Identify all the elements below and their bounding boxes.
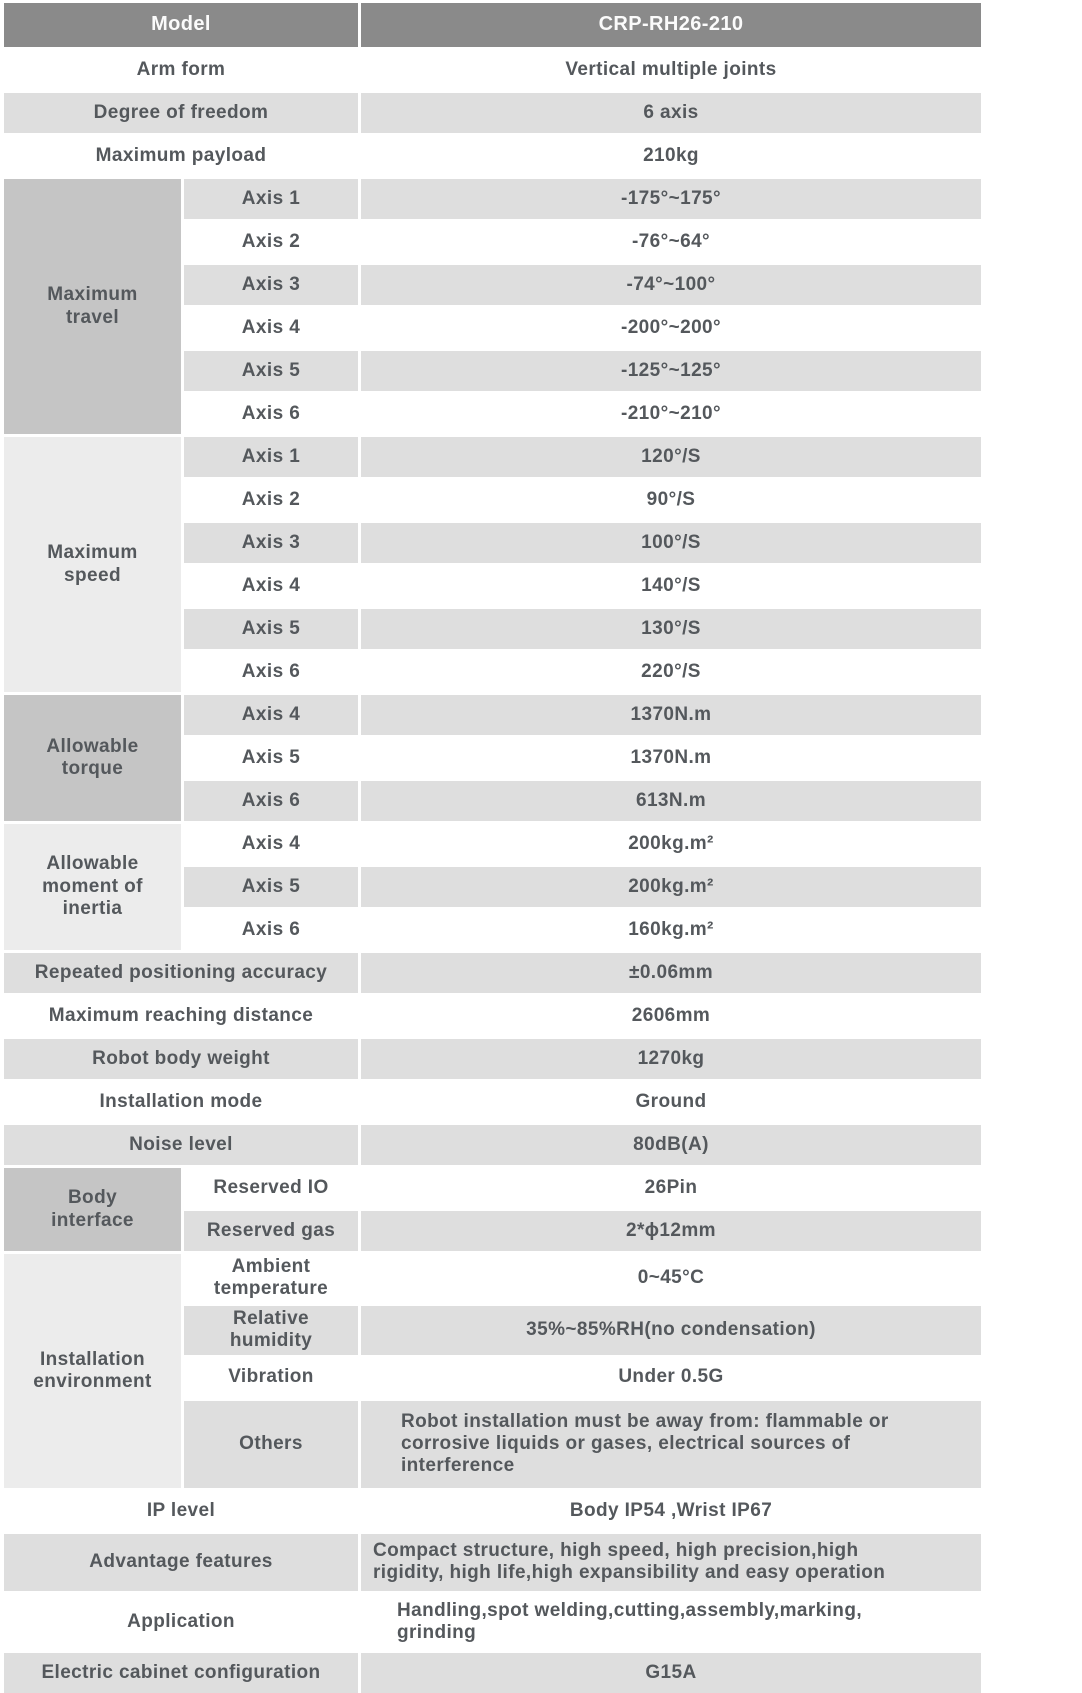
model-header-label: Model — [4, 3, 358, 47]
vibration-label: Vibration — [228, 1366, 314, 1388]
speed-axis4-label: Axis 4 — [241, 574, 301, 596]
group-label-maximum-speed: Maximum speed — [4, 437, 181, 692]
relative-humidity-label: Relative humidity — [184, 1306, 358, 1355]
inertia-axis5-value: 200kg.m² — [361, 867, 981, 907]
value-electric-cabinet-configuration: G15A — [361, 1653, 981, 1693]
speed-axis6-value: 220°/S — [641, 660, 701, 682]
label-robot-body-weight: Robot body weight — [4, 1039, 358, 1079]
travel-axis2-label: Axis 2 — [241, 230, 301, 252]
label-application: Application — [127, 1610, 235, 1632]
spec-table — [4, 3, 981, 1693]
group-label-allowable-inertia: Allowable moment of inertia — [4, 824, 181, 950]
value-robot-body-weight: 1270kg — [361, 1039, 981, 1079]
ambient-temperature-label: Ambient temperature — [213, 1256, 329, 1300]
speed-axis3-value: 100°/S — [361, 523, 981, 563]
group-label-installation-environment: Installation environment — [4, 1254, 181, 1488]
label-electric-cabinet-configuration: Electric cabinet configuration — [4, 1653, 358, 1693]
label-installation-mode: Installation mode — [99, 1090, 263, 1112]
reserved-gas-value: 2*ϕ12mm — [361, 1211, 981, 1251]
speed-axis3-label: Axis 3 — [184, 523, 358, 563]
value-maximum-payload: 210kg — [643, 144, 699, 166]
reserved-gas-label: Reserved gas — [184, 1211, 358, 1251]
group-label-body-interface: Body interface — [4, 1168, 181, 1251]
torque-axis5-value: 1370N.m — [630, 746, 712, 768]
speed-axis5-value: 130°/S — [361, 609, 981, 649]
label-maximum-payload: Maximum payload — [95, 144, 267, 166]
torque-axis4-label: Axis 4 — [184, 695, 358, 735]
travel-axis5-label: Axis 5 — [184, 351, 358, 391]
travel-axis4-label: Axis 4 — [241, 316, 301, 338]
travel-axis4-value: -200°~200° — [620, 316, 722, 338]
travel-axis5-value: -125°~125° — [361, 351, 981, 391]
speed-axis2-label: Axis 2 — [241, 488, 301, 510]
label-maximum-reaching-distance: Maximum reaching distance — [48, 1004, 314, 1026]
value-repeated-positioning-accuracy: ±0.06mm — [361, 953, 981, 993]
reserved-io-label: Reserved IO — [213, 1176, 329, 1198]
relative-humidity-value: 35%~85%RH(no condensation) — [361, 1306, 981, 1355]
inertia-axis4-label: Axis 4 — [241, 832, 301, 854]
group-label-maximum-travel: Maximum travel — [4, 179, 181, 434]
speed-axis1-label: Axis 1 — [184, 437, 358, 477]
label-arm-form: Arm form — [136, 58, 226, 80]
torque-axis6-value: 613N.m — [361, 781, 981, 821]
inertia-axis5-label: Axis 5 — [184, 867, 358, 907]
value-noise-level: 80dB(A) — [361, 1125, 981, 1165]
value-installation-mode: Ground — [635, 1090, 707, 1112]
torque-axis4-value: 1370N.m — [361, 695, 981, 735]
vibration-value: Under 0.5G — [618, 1366, 724, 1388]
travel-axis1-value: -175°~175° — [361, 179, 981, 219]
speed-axis4-value: 140°/S — [641, 574, 701, 596]
torque-axis6-label: Axis 6 — [184, 781, 358, 821]
label-ip-level: IP level — [146, 1499, 216, 1521]
travel-axis1-label: Axis 1 — [184, 179, 358, 219]
inertia-axis6-value: 160kg.m² — [628, 918, 714, 940]
torque-axis5-label: Axis 5 — [241, 746, 301, 768]
travel-axis3-label: Axis 3 — [184, 265, 358, 305]
inertia-axis4-value: 200kg.m² — [628, 832, 714, 854]
group-label-allowable-torque: Allowable torque — [4, 695, 181, 821]
label-advantage-features: Advantage features — [4, 1534, 358, 1591]
travel-axis6-value: -210°~210° — [620, 402, 722, 424]
value-arm-form: Vertical multiple joints — [565, 58, 777, 80]
travel-axis6-label: Axis 6 — [241, 402, 301, 424]
value-application: Handling,spot welding,cutting,assembly,marking, grinding — [397, 1599, 863, 1644]
others-value: Robot installation must be away from: flammable or corrosive liquids or gases, electrical sources of interference — [361, 1401, 981, 1488]
value-advantage-features: Compact structure, high speed, high precision,high rigidity, high life,high expansibility and easy operation — [361, 1534, 981, 1591]
speed-axis6-label: Axis 6 — [241, 660, 301, 682]
others-label: Others — [184, 1401, 358, 1488]
label-degree-of-freedom: Degree of freedom — [4, 93, 358, 133]
inertia-axis6-label: Axis 6 — [241, 918, 301, 940]
label-repeated-positioning-accuracy: Repeated positioning accuracy — [4, 953, 358, 993]
ambient-temperature-value: 0~45°C — [637, 1267, 705, 1289]
reserved-io-value: 26Pin — [644, 1176, 698, 1198]
speed-axis2-value: 90°/S — [646, 488, 696, 510]
model-header-value: CRP-RH26-210 — [361, 3, 981, 47]
travel-axis2-value: -76°~64° — [631, 230, 711, 252]
speed-axis1-value: 120°/S — [361, 437, 981, 477]
value-ip-level: Body IP54 ,Wrist IP67 — [569, 1499, 773, 1521]
value-maximum-reaching-distance: 2606mm — [631, 1004, 711, 1026]
label-noise-level: Noise level — [4, 1125, 358, 1165]
travel-axis3-value: -74°~100° — [361, 265, 981, 305]
value-degree-of-freedom: 6 axis — [361, 93, 981, 133]
speed-axis5-label: Axis 5 — [184, 609, 358, 649]
